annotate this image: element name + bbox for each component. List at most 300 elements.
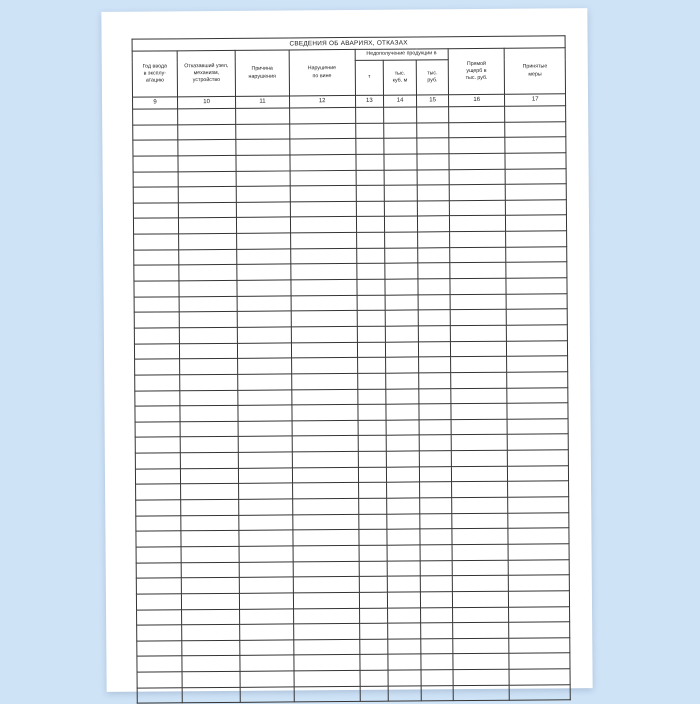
table-cell[interactable] [449, 153, 505, 169]
table-cell[interactable] [293, 561, 359, 577]
table-cell[interactable] [237, 327, 291, 343]
table-cell[interactable] [384, 123, 417, 139]
table-cell[interactable] [240, 687, 294, 703]
table-cell[interactable] [293, 624, 359, 640]
table-cell[interactable] [417, 216, 449, 232]
table-cell[interactable] [240, 655, 294, 671]
table-cell[interactable] [449, 122, 505, 138]
table-cell[interactable] [449, 200, 505, 216]
table-cell[interactable] [290, 233, 356, 249]
table-cell[interactable] [506, 293, 567, 309]
table-cell[interactable] [506, 262, 567, 278]
table-cell[interactable] [421, 670, 453, 686]
table-cell[interactable] [137, 688, 182, 704]
table-cell[interactable] [292, 483, 358, 499]
table-cell[interactable] [507, 325, 568, 341]
table-cell[interactable] [420, 545, 452, 561]
table-cell[interactable] [421, 623, 453, 639]
table-cell[interactable] [289, 123, 355, 139]
table-cell[interactable] [505, 137, 566, 153]
table-cell[interactable] [359, 561, 388, 577]
table-cell[interactable] [388, 686, 421, 702]
table-cell[interactable] [507, 419, 568, 435]
table-cell[interactable] [359, 545, 388, 561]
table-cell[interactable] [509, 653, 570, 669]
table-cell[interactable] [385, 310, 418, 326]
table-cell[interactable] [421, 654, 453, 670]
table-cell[interactable] [133, 140, 178, 156]
table-cell[interactable] [237, 296, 291, 312]
table-cell[interactable] [418, 232, 450, 248]
table-cell[interactable] [419, 466, 451, 482]
table-cell[interactable] [180, 468, 238, 484]
table-cell[interactable] [506, 184, 567, 200]
table-cell[interactable] [292, 405, 358, 421]
table-cell[interactable] [359, 608, 388, 624]
table-cell[interactable] [179, 296, 237, 312]
table-cell[interactable] [239, 530, 293, 546]
table-cell[interactable] [420, 592, 452, 608]
table-cell[interactable] [360, 686, 389, 702]
table-cell[interactable] [181, 499, 239, 515]
table-cell[interactable] [237, 264, 291, 280]
table-cell[interactable] [385, 326, 418, 342]
table-cell[interactable] [385, 216, 418, 232]
table-cell[interactable] [356, 201, 385, 217]
table-cell[interactable] [292, 420, 358, 436]
table-cell[interactable] [451, 435, 507, 451]
table-cell[interactable] [182, 687, 240, 703]
table-cell[interactable] [179, 233, 237, 249]
table-cell[interactable] [180, 421, 238, 437]
table-cell[interactable] [290, 154, 356, 170]
table-cell[interactable] [420, 513, 452, 529]
table-cell[interactable] [237, 280, 291, 296]
table-cell[interactable] [239, 562, 293, 578]
table-row[interactable] [137, 684, 570, 703]
table-cell[interactable] [358, 436, 387, 452]
table-cell[interactable] [179, 312, 237, 328]
table-cell[interactable] [236, 124, 290, 140]
table-cell[interactable] [417, 185, 449, 201]
table-cell[interactable] [240, 671, 294, 687]
table-cell[interactable] [236, 186, 290, 202]
table-cell[interactable] [420, 529, 452, 545]
table-cell[interactable] [450, 247, 506, 263]
table-cell[interactable] [292, 452, 358, 468]
table-cell[interactable] [133, 203, 178, 219]
table-cell[interactable] [509, 622, 570, 638]
table-cell[interactable] [418, 294, 450, 310]
table-cell[interactable] [293, 514, 359, 530]
table-cell[interactable] [291, 358, 357, 374]
table-cell[interactable] [178, 218, 236, 234]
table-cell[interactable] [134, 281, 179, 297]
table-cell[interactable] [292, 389, 358, 405]
table-cell[interactable] [452, 575, 508, 591]
table-cell[interactable] [239, 499, 293, 515]
table-cell[interactable] [290, 186, 356, 202]
table-cell[interactable] [178, 140, 236, 156]
table-cell[interactable] [418, 247, 450, 263]
table-cell[interactable] [451, 388, 507, 404]
table-cell[interactable] [356, 248, 385, 264]
table-cell[interactable] [450, 263, 506, 279]
table-cell[interactable] [135, 437, 180, 453]
table-cell[interactable] [136, 484, 181, 500]
table-cell[interactable] [356, 264, 385, 280]
table-cell[interactable] [453, 607, 509, 623]
table-cell[interactable] [356, 232, 385, 248]
table-cell[interactable] [237, 343, 291, 359]
table-cell[interactable] [137, 609, 182, 625]
table-cell[interactable] [133, 124, 178, 140]
table-cell[interactable] [508, 450, 569, 466]
table-cell[interactable] [421, 607, 453, 623]
table-cell[interactable] [133, 187, 178, 203]
table-cell[interactable] [449, 106, 505, 122]
table-cell[interactable] [135, 469, 180, 485]
table-cell[interactable] [358, 467, 387, 483]
table-cell[interactable] [453, 638, 509, 654]
table-cell[interactable] [450, 341, 506, 357]
table-cell[interactable] [417, 107, 449, 123]
table-cell[interactable] [452, 544, 508, 560]
table-cell[interactable] [505, 106, 566, 122]
table-cell[interactable] [388, 592, 421, 608]
table-cell[interactable] [356, 185, 385, 201]
table-cell[interactable] [384, 154, 417, 170]
table-cell[interactable] [452, 497, 508, 513]
table-cell[interactable] [356, 279, 385, 295]
table-cell[interactable] [358, 420, 387, 436]
table-cell[interactable] [134, 328, 179, 344]
table-cell[interactable] [136, 547, 181, 563]
table-cell[interactable] [505, 121, 566, 137]
table-cell[interactable] [182, 624, 240, 640]
table-cell[interactable] [386, 404, 419, 420]
table-cell[interactable] [509, 638, 570, 654]
table-cell[interactable] [417, 154, 449, 170]
table-cell[interactable] [178, 202, 236, 218]
table-cell[interactable] [294, 670, 360, 686]
table-cell[interactable] [508, 497, 569, 513]
table-cell[interactable] [178, 155, 236, 171]
table-cell[interactable] [291, 311, 357, 327]
table-cell[interactable] [419, 357, 451, 373]
table-cell[interactable] [509, 575, 570, 591]
table-cell[interactable] [181, 546, 239, 562]
table-cell[interactable] [386, 373, 419, 389]
table-cell[interactable] [417, 138, 449, 154]
table-cell[interactable] [291, 342, 357, 358]
table-cell[interactable] [420, 560, 452, 576]
table-cell[interactable] [181, 562, 239, 578]
table-cell[interactable] [418, 341, 450, 357]
table-cell[interactable] [384, 170, 417, 186]
table-cell[interactable] [135, 390, 180, 406]
table-cell[interactable] [418, 326, 450, 342]
table-cell[interactable] [136, 515, 181, 531]
table-cell[interactable] [420, 576, 452, 592]
table-cell[interactable] [293, 592, 359, 608]
table-cell[interactable] [507, 387, 568, 403]
table-cell[interactable] [453, 685, 509, 701]
table-cell[interactable] [358, 483, 387, 499]
table-cell[interactable] [384, 185, 417, 201]
table-cell[interactable] [179, 343, 237, 359]
table-cell[interactable] [133, 218, 178, 234]
table-cell[interactable] [291, 326, 357, 342]
table-cell[interactable] [356, 154, 385, 170]
table-cell[interactable] [449, 184, 505, 200]
table-cell[interactable] [451, 466, 507, 482]
table-cell[interactable] [133, 171, 178, 187]
table-cell[interactable] [239, 483, 293, 499]
table-cell[interactable] [178, 187, 236, 203]
table-cell[interactable] [135, 453, 180, 469]
table-cell[interactable] [134, 265, 179, 281]
table-cell[interactable] [506, 231, 567, 247]
table-cell[interactable] [136, 531, 181, 547]
table-cell[interactable] [509, 606, 570, 622]
table-cell[interactable] [508, 512, 569, 528]
table-cell[interactable] [359, 592, 388, 608]
table-cell[interactable] [359, 623, 388, 639]
table-cell[interactable] [179, 249, 237, 265]
table-cell[interactable] [292, 436, 358, 452]
table-cell[interactable] [359, 576, 388, 592]
table-cell[interactable] [290, 139, 356, 155]
table-cell[interactable] [358, 498, 387, 514]
table-cell[interactable] [239, 593, 293, 609]
table-cell[interactable] [357, 389, 386, 405]
table-cell[interactable] [385, 295, 418, 311]
table-cell[interactable] [134, 297, 179, 313]
table-cell[interactable] [450, 294, 506, 310]
table-cell[interactable] [182, 609, 240, 625]
table-cell[interactable] [358, 451, 387, 467]
table-cell[interactable] [181, 578, 239, 594]
table-cell[interactable] [386, 420, 419, 436]
table-cell[interactable] [137, 656, 182, 672]
table-cell[interactable] [238, 436, 292, 452]
table-cell[interactable] [388, 639, 421, 655]
table-cell[interactable] [506, 247, 567, 263]
table-cell[interactable] [507, 340, 568, 356]
table-cell[interactable] [290, 170, 356, 186]
table-cell[interactable] [136, 500, 181, 516]
table-cell[interactable] [178, 124, 236, 140]
table-cell[interactable] [508, 465, 569, 481]
table-cell[interactable] [135, 422, 180, 438]
table-cell[interactable] [387, 498, 420, 514]
table-cell[interactable] [237, 311, 291, 327]
table-cell[interactable] [291, 264, 357, 280]
table-cell[interactable] [293, 545, 359, 561]
table-cell[interactable] [387, 529, 420, 545]
table-cell[interactable] [452, 560, 508, 576]
table-cell[interactable] [506, 278, 567, 294]
table-cell[interactable] [509, 684, 570, 700]
table-cell[interactable] [357, 311, 386, 327]
table-cell[interactable] [236, 171, 290, 187]
table-cell[interactable] [449, 138, 505, 154]
table-cell[interactable] [134, 343, 179, 359]
table-cell[interactable] [134, 250, 179, 266]
table-cell[interactable] [134, 312, 179, 328]
table-cell[interactable] [181, 484, 239, 500]
table-cell[interactable] [388, 607, 421, 623]
table-cell[interactable] [506, 200, 567, 216]
table-cell[interactable] [452, 591, 508, 607]
table-cell[interactable] [238, 389, 292, 405]
table-cell[interactable] [453, 669, 509, 685]
table-cell[interactable] [450, 310, 506, 326]
table-cell[interactable] [388, 670, 421, 686]
table-cell[interactable] [386, 451, 419, 467]
table-cell[interactable] [419, 419, 451, 435]
table-cell[interactable] [290, 201, 356, 217]
table-cell[interactable] [356, 217, 385, 233]
table-cell[interactable] [451, 403, 507, 419]
table-cell[interactable] [178, 171, 236, 187]
table-cell[interactable] [385, 248, 418, 264]
table-cell[interactable] [418, 263, 450, 279]
table-cell[interactable] [384, 138, 417, 154]
table-cell[interactable] [180, 437, 238, 453]
table-cell[interactable] [450, 278, 506, 294]
table-cell[interactable] [134, 234, 179, 250]
table-cell[interactable] [387, 545, 420, 561]
table-cell[interactable] [179, 265, 237, 281]
table-cell[interactable] [291, 295, 357, 311]
table-cell[interactable] [418, 279, 450, 295]
table-cell[interactable] [507, 372, 568, 388]
table-cell[interactable] [507, 356, 568, 372]
table-cell[interactable] [508, 544, 569, 560]
table-cell[interactable] [505, 153, 566, 169]
table-cell[interactable] [238, 374, 292, 390]
table-cell[interactable] [356, 170, 385, 186]
table-cell[interactable] [453, 622, 509, 638]
table-cell[interactable] [419, 388, 451, 404]
table-cell[interactable] [293, 530, 359, 546]
table-cell[interactable] [240, 640, 294, 656]
table-cell[interactable] [289, 107, 355, 123]
table-cell[interactable] [359, 639, 388, 655]
table-cell[interactable] [236, 155, 290, 171]
table-cell[interactable] [421, 638, 453, 654]
table-cell[interactable] [387, 561, 420, 577]
table-cell[interactable] [137, 625, 182, 641]
table-cell[interactable] [180, 406, 238, 422]
table-cell[interactable] [137, 672, 182, 688]
table-cell[interactable] [239, 546, 293, 562]
table-cell[interactable] [385, 279, 418, 295]
table-cell[interactable] [419, 373, 451, 389]
table-cell[interactable] [181, 531, 239, 547]
table-cell[interactable] [387, 576, 420, 592]
table-cell[interactable] [450, 325, 506, 341]
table-cell[interactable] [178, 108, 236, 124]
table-cell[interactable] [506, 215, 567, 231]
table-cell[interactable] [135, 375, 180, 391]
table-cell[interactable] [238, 468, 292, 484]
table-cell[interactable] [179, 280, 237, 296]
table-cell[interactable] [292, 498, 358, 514]
table-cell[interactable] [294, 639, 360, 655]
table-cell[interactable] [237, 249, 291, 265]
table-cell[interactable] [240, 624, 294, 640]
table-cell[interactable] [292, 467, 358, 483]
table-cell[interactable] [291, 373, 357, 389]
table-cell[interactable] [236, 108, 290, 124]
table-cell[interactable] [355, 123, 384, 139]
table-cell[interactable] [359, 655, 388, 671]
table-cell[interactable] [419, 435, 451, 451]
table-cell[interactable] [358, 514, 387, 530]
table-cell[interactable] [452, 513, 508, 529]
table-cell[interactable] [387, 467, 420, 483]
table-cell[interactable] [237, 233, 291, 249]
table-cell[interactable] [135, 406, 180, 422]
table-cell[interactable] [418, 310, 450, 326]
table-cell[interactable] [237, 217, 291, 233]
table-cell[interactable] [419, 404, 451, 420]
table-cell[interactable] [180, 359, 238, 375]
table-cell[interactable] [238, 421, 292, 437]
table-cell[interactable] [137, 641, 182, 657]
table-cell[interactable] [291, 279, 357, 295]
table-cell[interactable] [294, 655, 360, 671]
table-cell[interactable] [358, 529, 387, 545]
table-cell[interactable] [384, 107, 417, 123]
table-cell[interactable] [451, 372, 507, 388]
table-cell[interactable] [420, 482, 452, 498]
table-cell[interactable] [357, 357, 386, 373]
table-cell[interactable] [417, 122, 449, 138]
table-cell[interactable] [355, 138, 384, 154]
table-cell[interactable] [385, 263, 418, 279]
table-cell[interactable] [293, 608, 359, 624]
table-cell[interactable] [451, 356, 507, 372]
table-cell[interactable] [236, 202, 290, 218]
table-cell[interactable] [238, 452, 292, 468]
table-cell[interactable] [419, 451, 451, 467]
table-cell[interactable] [386, 342, 419, 358]
table-cell[interactable] [133, 109, 178, 125]
table-cell[interactable] [388, 623, 421, 639]
table-cell[interactable] [507, 403, 568, 419]
table-cell[interactable] [357, 342, 386, 358]
table-cell[interactable] [505, 168, 566, 184]
table-cell[interactable] [290, 248, 356, 264]
table-cell[interactable] [508, 528, 569, 544]
table-cell[interactable] [136, 594, 181, 610]
table-cell[interactable] [508, 559, 569, 575]
table-cell[interactable] [421, 685, 453, 701]
table-cell[interactable] [388, 654, 421, 670]
table-cell[interactable] [384, 201, 417, 217]
table-cell[interactable] [452, 482, 508, 498]
table-cell[interactable] [181, 593, 239, 609]
table-cell[interactable] [507, 434, 568, 450]
table-cell[interactable] [509, 669, 570, 685]
table-cell[interactable] [180, 452, 238, 468]
table-cell[interactable] [385, 232, 418, 248]
table-cell[interactable] [238, 405, 292, 421]
